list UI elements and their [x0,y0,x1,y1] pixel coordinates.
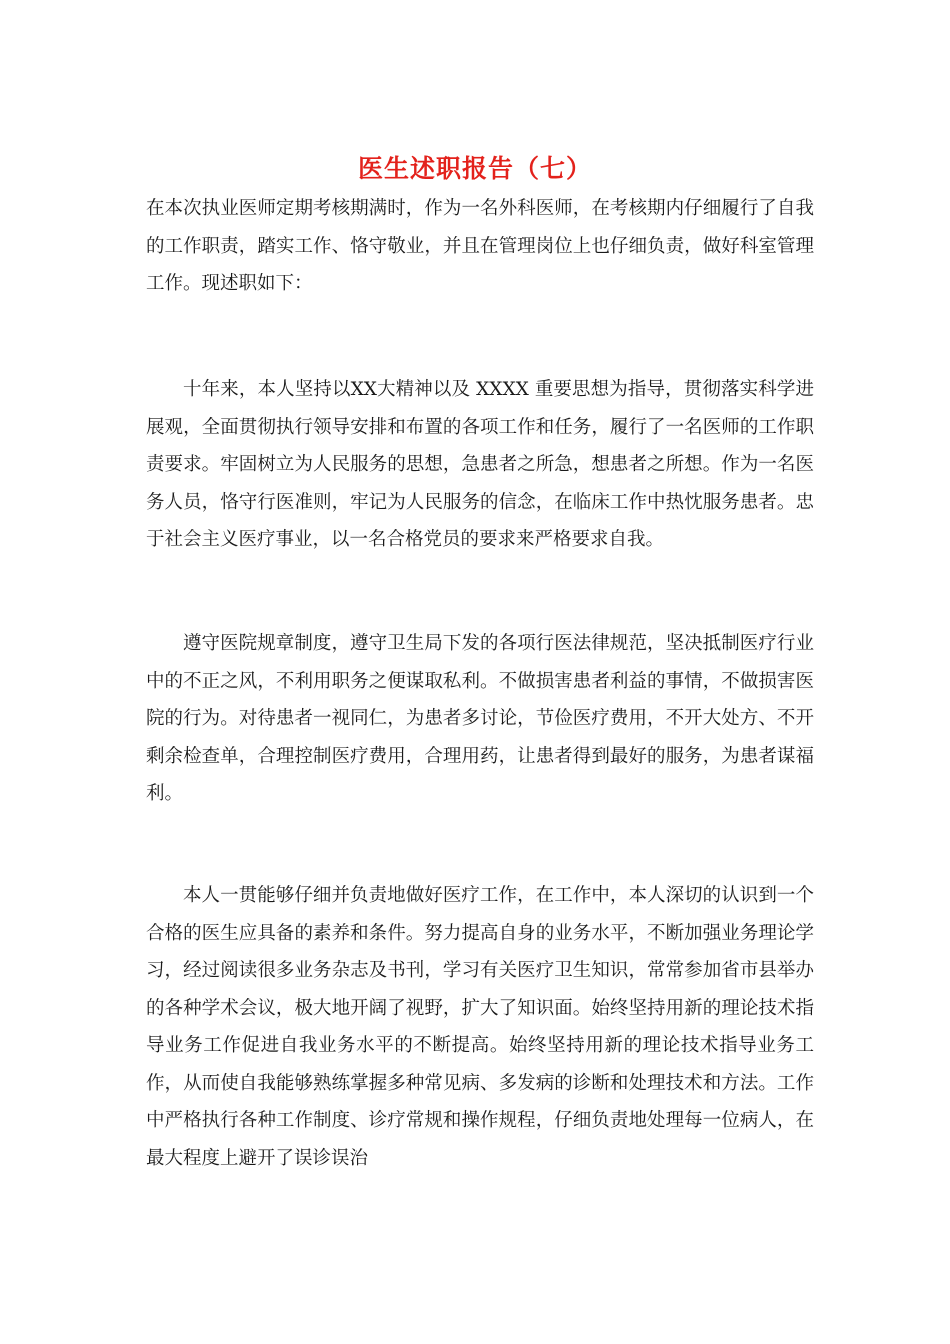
paragraph-intro: 在本次执业医师定期考核期满时，作为一名外科医师，在考核期内仔细履行了自我的工作职责，踏实工作、恪守敬业，并且在管理岗位上也仔细负责，做好科室管理工作。现述职如下： [146,198,814,294]
paragraph-professional: 本人一贯能够仔细并负责地做好医疗工作，在工作中，本人深切的认识到一个合格的医生应具备的素养和条件。努力提高自身的业务水平，不断加强业务理论学习，经过阅读很多业务杂志及书刊，学习有关医疗卫生知识，常常参加省市县举办的各种学术会议，极大地开阔了视野，扩大了知识面。始终坚持用新的理论技术指导业务工作促进自我业务水平的不断提高。始终坚持用新的理论技术指导业务工作，从而使自我能够熟练掌握多种常见病、多发病的诊断和处理技术和方法。工作中严格执行各种工作制度、诊疗常规和操作规程，仔细负责地处理每一位病人，在最大程度上避开了误诊误治 [146,885,814,1169]
paragraph-rules: 遵守医院规章制度，遵守卫生局下发的各项行医法律规范，坚决抵制医疗行业中的不正之风，不利用职务之便谋取私利。不做损害患者利益的事情，不做损害医院的行为。对待患者一视同仁，为患者多讨论，节俭医疗费用，不开大处方、不开剩余检查单，合理控制医疗费用，合理用药，让患者得到最好的服务，为患者谋福利。 [146,633,814,804]
paragraph-ideology: 十年来，本人坚持以XX大精神以及 XXXX 重要思想为指导，贯彻落实科学进展观，全面贯彻执行领导安排和布置的各项工作和任务，履行了一名医师的工作职责要求。牢固树立为人民服务的思想，急患者之所急，想患者之所想。作为一名医务人员，恪守行医准则，牢记为人民服务的信念，在临床工作中热忱服务患者。忠于社会主义医疗事业，以一名合格党员的要求来严格要求自我。 [146,379,814,550]
document-title: 医生述职报告（七） [357,154,592,183]
